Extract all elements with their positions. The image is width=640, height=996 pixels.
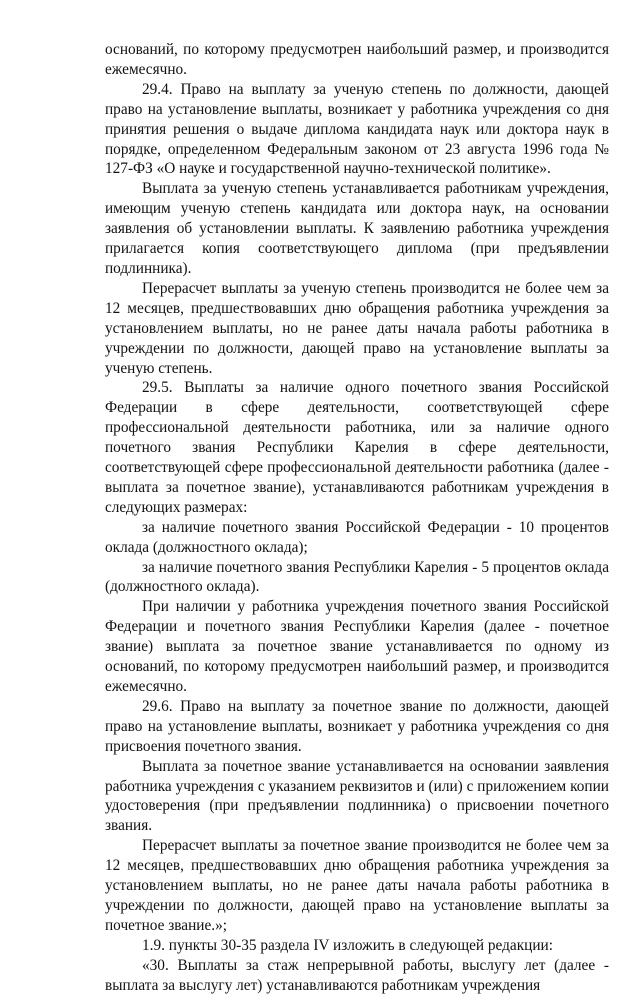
paragraph-1-9: 1.9. пункты 30-35 раздела IV изложить в следующей редакции: <box>142 936 553 954</box>
paragraph-29-4: 29.4. Право на выплату за ученую степень по должности, дающей право на установление выплаты, возникает у работника учреждения со дня принятия решения о выдаче диплома кандидата наук или доктора наук в порядке, определенном Федеральным законом от 23 августа 1996 года № 127-ФЗ «О науке и государственной научно-технической политике». <box>105 80 609 178</box>
paragraph-rf-title-rate: за наличие почетного звания Российской Федерации - 10 процентов оклада (должностного оклада); <box>105 518 609 556</box>
paragraph-degree-recalculation: Перерасчет выплаты за ученую степень производится не более чем за 12 месяцев, предшествовавших дню обращения работника учреждения за установлением выплаты, но не ранее даты начала работы работника в учреждении по должности, дающей право на установление выплаты за ученую степень. <box>105 279 609 377</box>
paragraph-continuation: оснований, по которому предусмотрен наибольший размер, и производится ежемесячно. <box>105 41 609 78</box>
paragraph-karelia-title-rate: за наличие почетного звания Республики Карелия - 5 процентов оклада (должностного оклада). <box>105 558 609 596</box>
paragraph-29-5: 29.5. Выплаты за наличие одного почетного звания Российской Федерации в сфере деятельности, соответствующей сфере профессиональной деятельности работника, или за наличие одного почетного звания Республики Карелия в сфере деятельности, соответствующей сфере профессиональной деятельности работника (далее - выплата за почетное звание), устанавливаются работникам учреждения в следующих размерах: <box>105 379 609 516</box>
paragraph-29-6: 29.6. Право на выплату за почетное звание по должности, дающей право на установление выплаты, возникает у работника учреждения со дня присвоения почетного звания. <box>105 697 609 755</box>
paragraph-title-payment-basis: Выплата за почетное звание устанавливается на основании заявления работника учреждения с указанием реквизитов и (или) с приложением копии удостоверения (при предъявлении подлинника) о присвоении почетного звания. <box>105 757 609 835</box>
paragraph-degree-payment: Выплата за ученую степень устанавливается работникам учреждения, имеющим ученую степень кандидата или доктора наук, на основании заявления об установлении выплаты. К заявлению работника учреждения прилагается копия соответствующего диплома (при предъявлении подлинника). <box>105 180 609 277</box>
paragraph-title-recalculation: Перерасчет выплаты за почетное звание производится не более чем за 12 месяцев, предшествовавших дню обращения работника учреждения за установлением выплаты, но не ранее даты начала работы работника в учреждении по должности, дающей право на установление выплаты за почетное звание.»; <box>105 837 609 934</box>
paragraph-both-titles: При наличии у работника учреждения почетного звания Российской Федерации и почетного звания Республики Карелия (далее - почетное звание) выплата за почетное звание устанавливается по одному из оснований, по которому предусмотрен наибольший размер, и производится ежемесячно. <box>105 598 609 695</box>
paragraph-30: «30. Выплаты за стаж непрерывной работы, выслугу лет (далее - выплата за выслугу лет) устанавливаются работникам учреждения <box>105 956 609 994</box>
document-page <box>105 40 609 996</box>
